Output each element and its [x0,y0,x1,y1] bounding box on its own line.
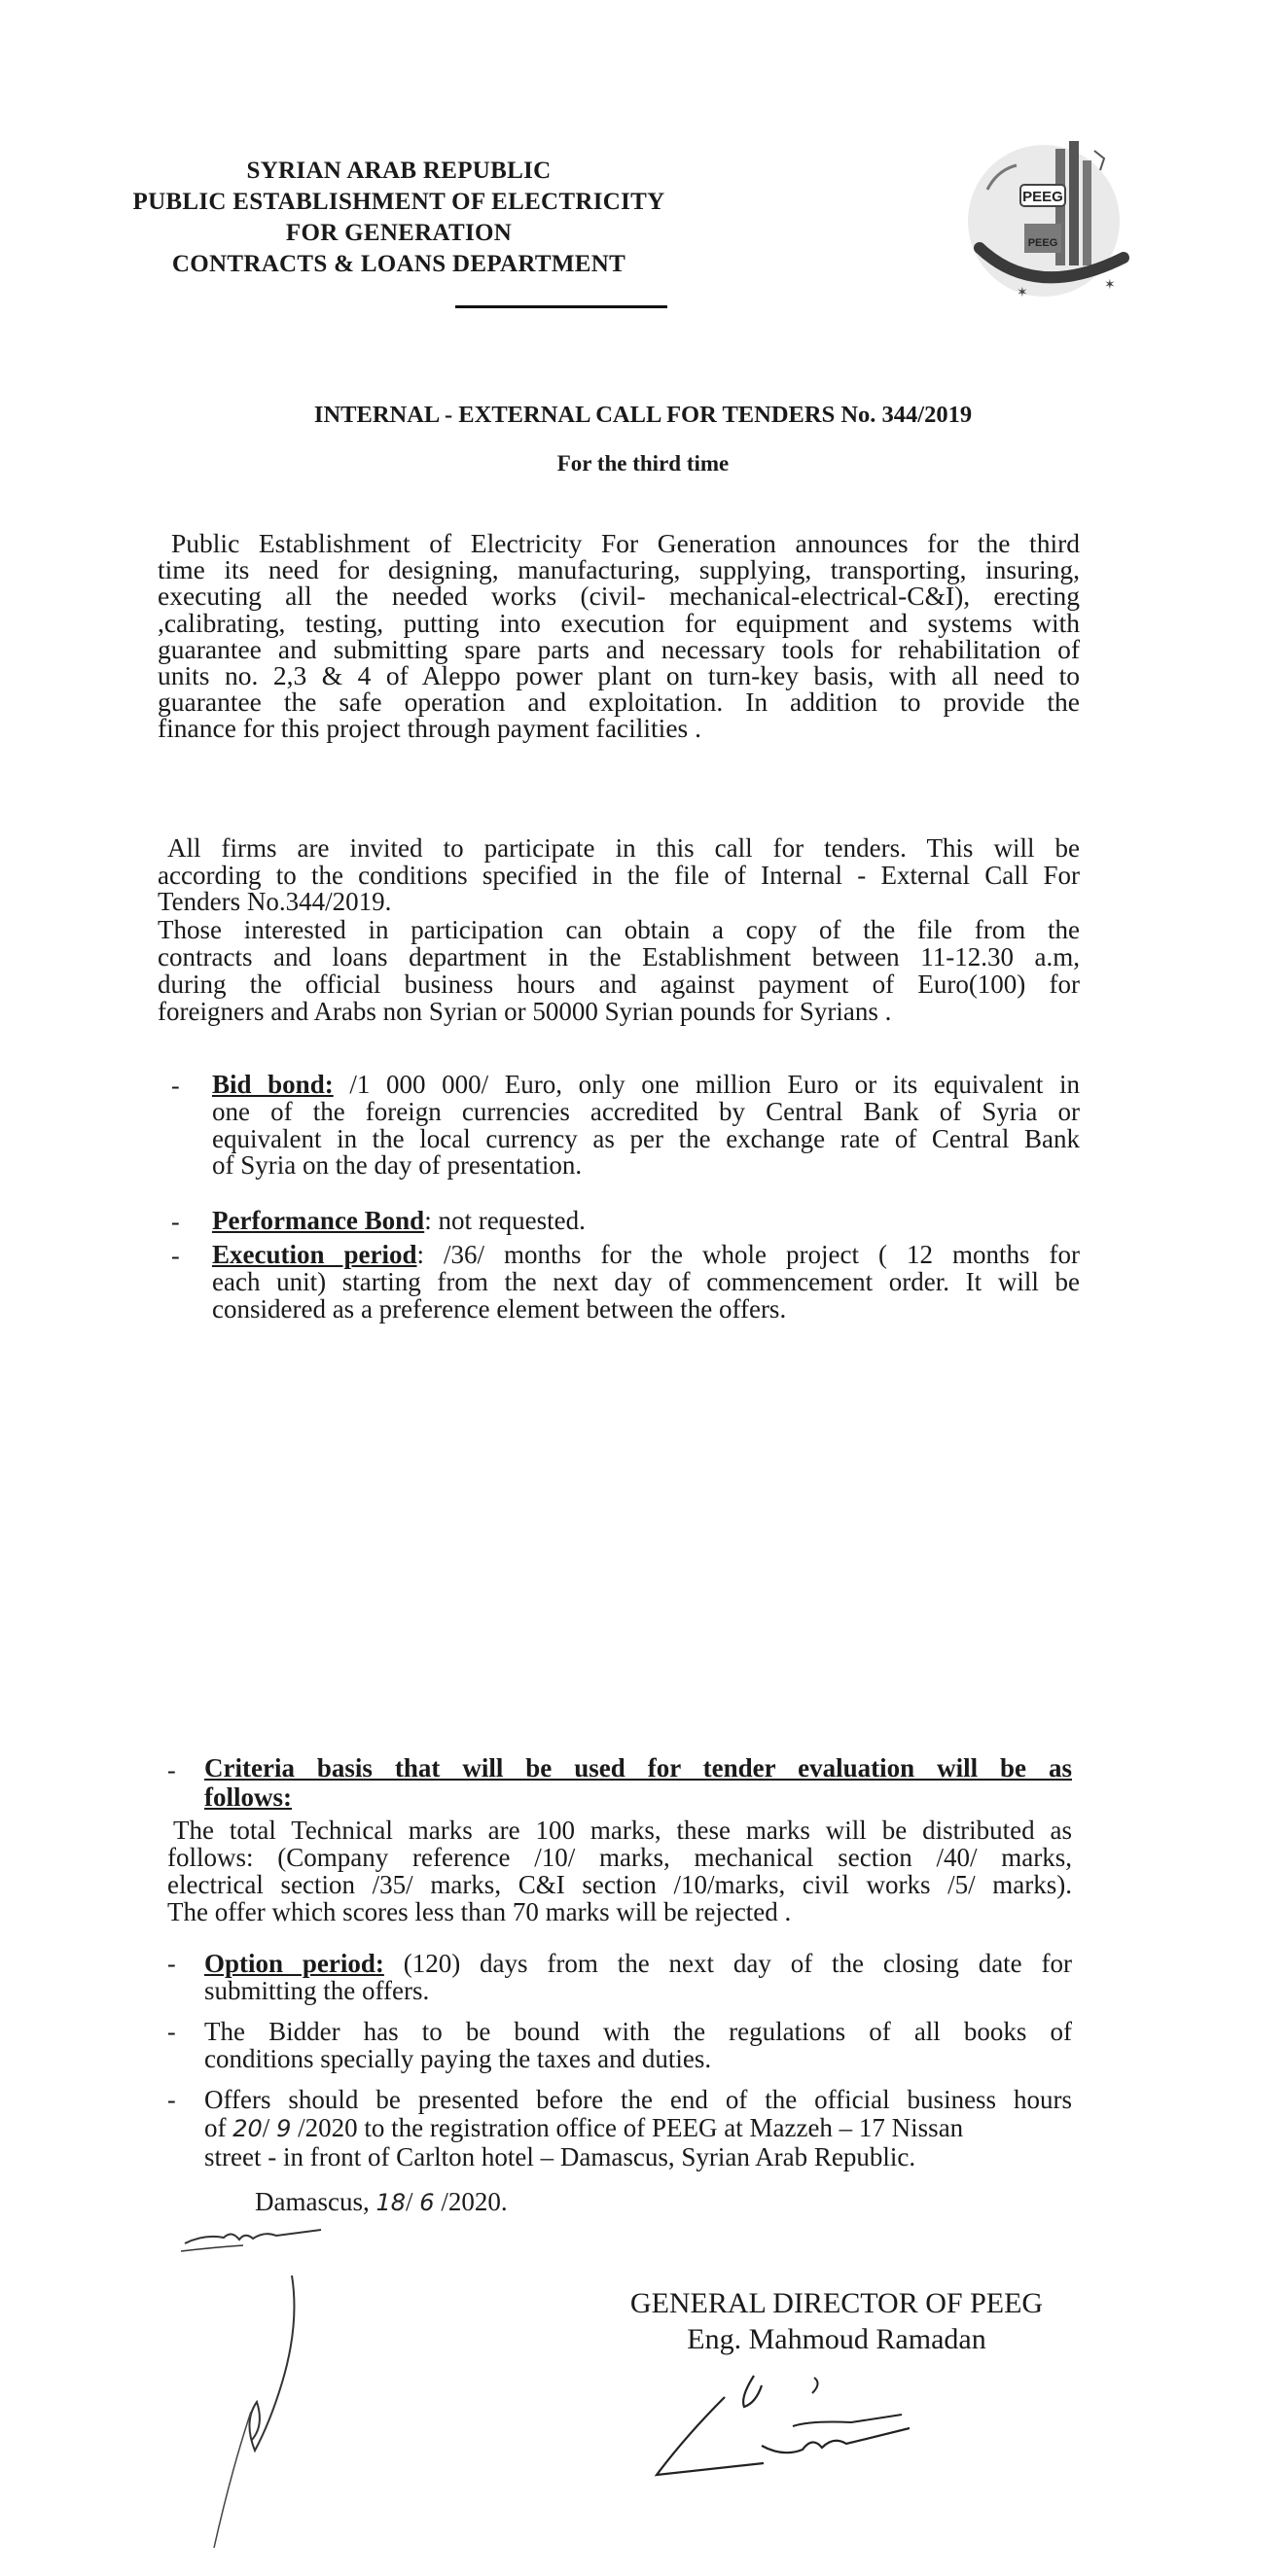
bid-bond-label: Bid bond: [212,1070,334,1099]
bidder-line: conditions specially paying the taxes and duties. [204,2044,712,2073]
paragraph-line: Public Establishment of Electricity For Generation announces for the third [171,528,1080,558]
paragraph-line: time its need for designing, manufacturing, supplying, transporting, insuring, [158,554,1080,585]
marks-line: electrical section /35/ marks, C&I section /10/marks, civil works /5/ marks). [167,1870,1072,1899]
offers-text: of [204,2113,233,2142]
marks-line: The offer which scores less than 70 marks will be rejected . [167,1897,792,1926]
handwritten-month: 9 [276,2115,292,2142]
tender-subtitle: For the third time [556,451,730,476]
bidder-item [204,2018,1072,2072]
paragraph-line: finance for this project through payment facilities . [158,713,701,744]
letterhead [117,156,681,280]
left-handwritten-signature [195,2266,311,2558]
bullet-dash: - [167,2018,176,2046]
bid-bond-item [212,1072,1080,1180]
place-text: /2020. [434,2187,508,2216]
offers-line: street - in front of Carlton hotel – Damascus, Syrian Arab Republic. [204,2142,916,2171]
peeg-logo [958,131,1143,311]
paragraph-line: ,calibrating, testing, putting into execution for equipment and systems with [158,607,1080,638]
place-date [255,2188,839,2217]
performance-bond-label: Performance Bond [212,1206,425,1235]
paragraph-line: All firms are invited to participate in this call for tenders. This will be [167,833,1080,863]
criteria-item [204,1753,1072,1812]
header-line-establishment: PUBLIC ESTABLISHMENT OF ELECTRICITY [132,189,665,215]
bid-bond-line: equivalent in the local currency as per the exchange rate of Central Bank [212,1123,1080,1153]
bullet-dash: - [171,1208,180,1236]
signature-block [584,2285,1090,2357]
place-date-separator: / [406,2187,420,2216]
execution-period-line: considered as a preference element between the offers. [212,1293,787,1323]
execution-period-line: each unit) starting from the next day of commencement order. It will be [212,1266,1080,1296]
handwritten-day: 18 [375,2189,407,2216]
bidder-line: The Bidder has to be bound with the regulations of all books of [204,2017,1072,2046]
logo-text: PEEG [1022,189,1063,205]
paragraph-line: guarantee the safe operation and exploitation. In addition to provide the [158,687,1080,718]
marks-line: follows: (Company reference /10/ marks, mechanical section /40/ marks, [167,1843,1072,1872]
execution-period-label: Execution period [212,1240,417,1269]
header-line-generation: FOR GENERATION [285,220,513,246]
invitation-paragraph [158,835,1080,916]
paragraph-line: executing all the needed works (civil- mechanical-electrical-C&I), erecting [158,581,1080,612]
bullet-dash: - [167,1950,176,1978]
option-period-text: (120) days from the next day of the closing date for [383,1949,1072,1978]
bid-bond-line: one of the foreign currencies accredited by Central Bank of Syria or [212,1096,1080,1126]
svg-text:✶: ✶ [1017,286,1028,300]
paragraph-line: during the official business hours and against payment of Euro(100) for [158,970,1080,999]
criteria-heading: Criteria basis that will be used for tender evaluation will be as [204,1753,1072,1782]
header-line-country: SYRIAN ARAB REPUBLIC [246,158,552,184]
signatory-name: Eng. Mahmoud Ramadan [687,2323,986,2355]
signatory-title: GENERAL DIRECTOR OF PEEG [629,2287,1044,2319]
option-period-label: Option period: [204,1949,384,1978]
logo-sub-text: PEEG [1027,237,1058,249]
performance-bond-text: : not requested. [424,1206,586,1235]
bullet-dash: - [171,1072,180,1100]
paragraph-line: Tenders No.344/2019. [158,887,392,917]
option-period-item [204,1950,1072,2004]
announcement-paragraph [158,530,1080,742]
director-signature [647,2368,919,2485]
offers-date-separator: / [262,2113,277,2142]
bid-bond-text: /1 000 000/ Euro, only one million Euro or its equivalent in [333,1070,1080,1099]
offers-line: Offers should be presented before the end of the official business hours [204,2085,1072,2114]
bullet-dash: - [171,1242,180,1270]
marks-line: The total Technical marks are 100 marks, these marks will be distributed as [173,1816,1072,1845]
performance-bond-item [212,1208,1080,1235]
paragraph-line: according to the conditions specified in the file of Internal - External Call For [158,860,1080,890]
paragraph-line: units no. 2,3 & 4 of Aleppo power plant on turn-key basis, with all need to [158,660,1080,691]
technical-marks-paragraph [167,1817,1072,1925]
header-underline [455,305,667,308]
bid-bond-line: of Syria on the day of presentation. [212,1150,583,1181]
initials-signature [175,2222,331,2261]
criteria-heading-cont: follows: [204,1782,292,1812]
handwritten-month: 6 [419,2189,435,2216]
paragraph-line: foreigners and Arabs non Syrian or 50000 Syrian pounds for Syrians . [158,997,892,1026]
execution-period-item [212,1242,1080,1323]
option-period-line: submitting the offers. [204,1976,430,2005]
participation-paragraph [158,916,1080,1025]
offers-text: /2020 to the registration office of PEEG at Mazzeh – 17 Nissan [291,2113,964,2142]
handwritten-day: 20 [232,2115,263,2142]
execution-period-text: : /36/ months for the whole project ( 12 months for [416,1240,1080,1269]
tender-title: INTERNAL - EXTERNAL CALL FOR TENDERS No. 344/2019 [313,402,973,428]
bullet-dash: - [167,2086,176,2114]
paragraph-line: Those interested in participation can obtain a copy of the file from the [158,915,1080,944]
offers-item [204,2086,1072,2171]
svg-text:✶: ✶ [1104,278,1116,293]
paragraph-line: guarantee and submitting spare parts and necessary tools for rehabilitation of [158,633,1080,664]
header-line-department: CONTRACTS & LOANS DEPARTMENT [171,251,626,277]
paragraph-line: contracts and loans department in the Establishment between 11-12.30 a.m, [158,942,1080,971]
place-text: Damascus, [255,2187,376,2216]
bullet-dash: - [167,1756,176,1784]
